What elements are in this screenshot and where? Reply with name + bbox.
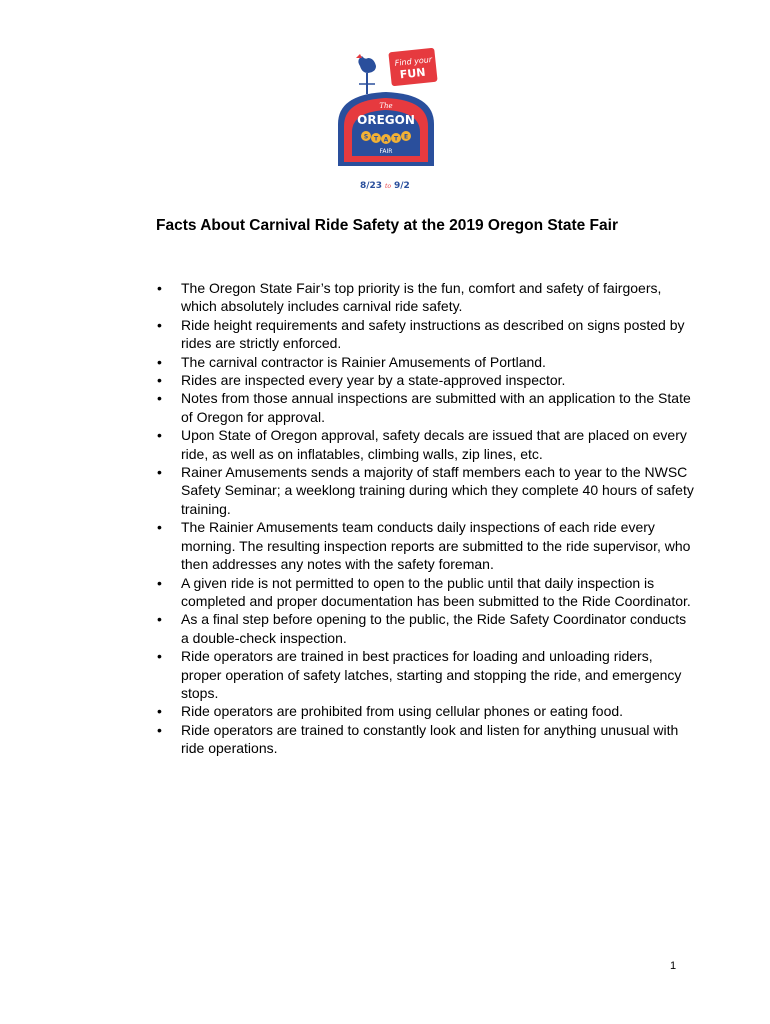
logo-state-letter: S [363, 133, 369, 141]
list-item: • The Oregon State Fair’s top priority is the fun, comfort and safety of fairgoers, which absolutely includes carnival ride safety. [155, 279, 695, 316]
find-your-fun-badge [388, 48, 437, 87]
dates-end: 9/2 [394, 181, 410, 191]
logo-the: The [379, 102, 393, 110]
logo-oregon: OREGON [357, 113, 415, 127]
list-item: • The carnival contractor is Rainier Amusements of Portland. [155, 353, 695, 371]
fair-arch [338, 92, 434, 166]
dates-to: to [385, 183, 392, 190]
list-item: • A given ride is not permitted to open to the public until that daily inspection is completed and proper documentation has been submitted to the Ride Coordinator. [155, 574, 695, 611]
list-item: • Rides are inspected every year by a state-approved inspector. [155, 371, 695, 389]
logo-state-letter: T [393, 135, 399, 143]
list-item: • Ride operators are trained in best practices for loading and unloading riders, proper operation of safety latches, starting and stopping the ride, and emergency stops. [155, 647, 695, 702]
page-number: 1 [670, 960, 677, 972]
document-title: Facts About Carnival Ride Safety at the 2019 Oregon State Fair [156, 217, 618, 234]
list-item: • Ride operators are trained to constantly look and listen for anything unusual with ride operations. [155, 721, 695, 758]
tagline-line2: FUN [399, 65, 427, 82]
list-item: • Rainer Amusements sends a majority of staff members each to year to the NWSC Safety Seminar; a weeklong training during which they complete 40 hours of safety training. [155, 463, 695, 518]
logo-state-letter: E [403, 133, 409, 141]
list-item: • Notes from those annual inspections are submitted with an application to the State of Oregon for approval. [155, 389, 695, 426]
list-item: • Ride operators are prohibited from using cellular phones or eating food. [155, 702, 695, 720]
logo-state-letter: A [383, 136, 389, 144]
safety-facts-list [155, 279, 695, 758]
dates-start: 8/23 [360, 181, 383, 191]
rooster-weathervane-icon [356, 54, 376, 94]
fair-dates [360, 181, 410, 191]
list-item: • Ride height requirements and safety instructions as described on signs posted by rides are strictly enforced. [155, 316, 695, 353]
list-item: • As a final step before opening to the public, the Ride Safety Coordinator conducts a double-check inspection. [155, 610, 695, 647]
list-item: • Upon State of Oregon approval, safety decals are issued that are placed on every ride, as well as on inflatables, climbing walls, zip lines, etc. [155, 426, 695, 463]
oregon-state-fair-logo [330, 44, 442, 194]
logo-fair: FAIR [379, 148, 393, 155]
tagline-line1: Find your [394, 54, 433, 68]
logo-state-letter: T [373, 135, 379, 143]
list-item: • The Rainier Amusements team conducts daily inspections of each ride every morning. The resulting inspection reports are submitted to the ride supervisor, who then addresses any notes with the safety foreman. [155, 518, 695, 573]
